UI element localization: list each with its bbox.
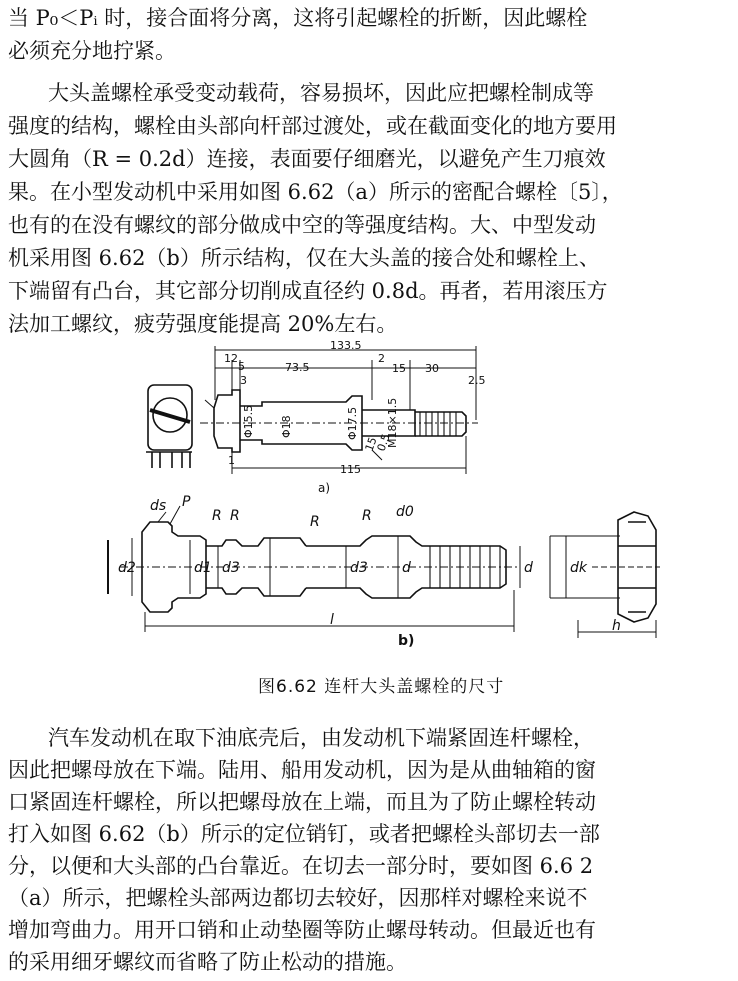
dim-overall: 133.5 xyxy=(330,340,362,352)
text-line: 口紧固连杆螺栓，所以把螺母放在上端，而且为了防止螺栓转动 xyxy=(8,790,596,814)
text-line: 分，以便和大头部的凸台靠近。在切去一部分时，要如图 6.6 2 xyxy=(8,854,594,878)
figure-6-62 xyxy=(0,340,738,660)
label-p: P xyxy=(182,494,191,510)
figure-caption: 图6.62 连杆大头盖螺栓的尺寸 xyxy=(258,677,505,697)
dim-12: 12 xyxy=(224,352,238,365)
text-line: 下端留有凸台，其它部分切削成直径约 0.8d。再者，若用滚压方 xyxy=(8,279,608,303)
label-d3-a: d3 xyxy=(222,560,240,576)
dim-r15: 15 xyxy=(362,435,380,454)
figure-a-label: a) xyxy=(318,481,331,495)
label-r1: R xyxy=(212,508,222,524)
dim-1: 1 xyxy=(228,454,235,467)
dim-3: 3 xyxy=(240,374,247,387)
text-line: 汽车发动机在取下油底壳后，由发动机下端紧固连杆螺栓， xyxy=(48,726,594,750)
label-dk: dk xyxy=(570,560,587,576)
text-line: 增加弯曲力。用开口销和止动垫圈等防止螺母转动。但最近也有 xyxy=(8,918,596,942)
text-line: （a）所示，把螺栓头部两边都切去较好，因那样对螺栓来说不 xyxy=(8,886,588,910)
dim-m18: M18×1.5 xyxy=(386,397,399,448)
text-line: 大圆角（R = 0.2d）连接，表面要仔细磨光，以避免产生刀痕效 xyxy=(8,147,606,171)
figure-b-nut xyxy=(550,512,660,638)
dim-2: 2 xyxy=(378,352,385,365)
text-line: 法加工螺纹，疲劳强度能提高 20%左右。 xyxy=(8,312,398,336)
text-line: 因此把螺母放在下端。陆用、船用发动机，因为是从曲轴箱的窗 xyxy=(8,758,596,782)
dim-r0-5: 0.5 xyxy=(374,432,393,454)
label-h: h xyxy=(612,618,621,634)
dim-phi15-5: Φ15.5 xyxy=(242,404,255,438)
label-d1: d1 xyxy=(194,560,212,576)
text-line: 必须充分地拧紧。 xyxy=(8,39,176,63)
text-line: 也有的在没有螺纹的部分做成中空的等强度结构。大、中型发动 xyxy=(8,213,596,237)
text-line: 大头盖螺栓承受变动载荷，容易损坏，因此应把螺栓制成等 xyxy=(48,81,594,105)
dim-73-5: 73.5 xyxy=(285,361,310,374)
dim-30: 30 xyxy=(425,362,439,375)
label-ds: ds xyxy=(150,498,167,514)
text-line: 的采用细牙螺纹而省略了防止松动的措施。 xyxy=(8,950,407,974)
dim-phi17-5: Φ17.5 xyxy=(346,406,359,440)
text-line: 打入如图 6.62（b）所示的定位销钉，或者把螺栓头部切去一部 xyxy=(8,822,600,846)
label-d: d xyxy=(524,560,533,576)
label-dl: d xyxy=(402,560,411,576)
label-r2: R xyxy=(230,508,240,524)
text-line: 当 P₀＜Pᵢ 时，接合面将分离，这将引起螺栓的折断，因此螺栓 xyxy=(8,6,588,30)
label-l: l xyxy=(330,612,334,628)
text-line: 机采用图 6.62（b）所示结构，仅在大头盖的接合处和螺栓上、 xyxy=(8,246,600,270)
label-d0: d0 xyxy=(396,504,414,520)
label-d3-b: d3 xyxy=(350,560,368,576)
dim-phi18: Φ18 xyxy=(280,415,293,438)
figure-b-label: b) xyxy=(398,633,415,649)
dim-2-5: 2.5 xyxy=(468,374,486,387)
label-r3: R xyxy=(310,514,320,530)
text-line: 强度的结构，螺栓由头部向杆部过渡处，或在截面变化的地方要用 xyxy=(8,114,617,138)
dim-115: 115 xyxy=(340,463,361,476)
figure-a-side-view xyxy=(146,385,192,468)
label-r4: R xyxy=(362,508,372,524)
dim-5: 5 xyxy=(238,360,245,373)
label-d2: d2 xyxy=(118,560,136,576)
dim-15: 15 xyxy=(392,362,406,375)
text-line: 果。在小型发动机中采用如图 6.62（a）所示的密配合螺栓〔5〕， xyxy=(8,180,623,204)
